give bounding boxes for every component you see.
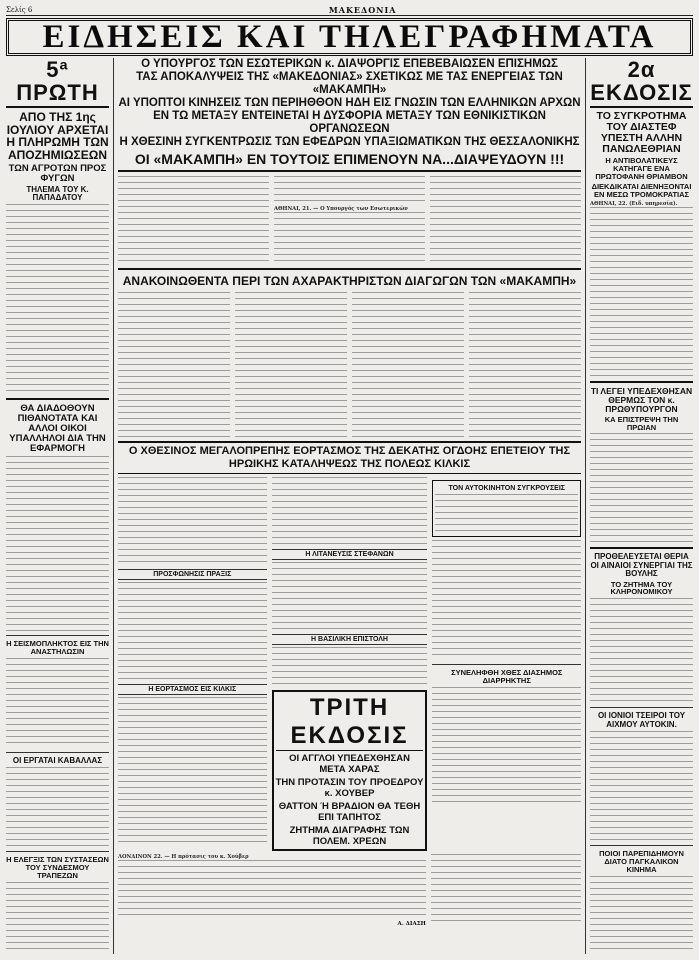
main-article-col-2 xyxy=(274,176,425,264)
third-edition-article xyxy=(118,854,581,927)
main-headline-block xyxy=(118,58,581,172)
third-edition-line-3: ΘΑΤΤΟΝ Ή ΒΡΑΔΙΟΝ ΘΑ ΤΕΘΗ ΕΠΙ ΤΑΠΗΤΟΣ xyxy=(278,801,421,823)
left-edition-label: 5ª ΠΡΩΤΗ xyxy=(6,58,109,108)
left-column xyxy=(6,58,114,954)
main-headline-line-2: ΤΑΣ ΑΠΟΚΑΛΥΨΕΙΣ ΤΗΣ «ΜΑΚΕΔΟΝΙΑΣ» ΣΧΕΤΙΚΩΣ ΜΕ ΤΑΣ ΕΝΕΡΓΕΙΑΣ ΤΩΝ «ΜΑΚΑΜΠΗ» xyxy=(136,71,563,96)
kilkis-subhead-4: Η ΒΑΣΙΛΙΚΗ ΕΠΙΣΤΟΛΗ xyxy=(272,634,428,645)
left-headline-1-sub: ΤΩΝ ΑΓΡΟΤΩΝ ΠΡΟΣ ΦΥΓΩΝ xyxy=(8,162,107,184)
third-edition-line-2: ΤΗΝ ΠΡΟΤΑΣΙΝ ΤΟΥ ΠΡΟΕΔΡΟΥ κ. ΧΟΥΒΕΡ xyxy=(275,777,424,799)
left-article-text-5 xyxy=(6,882,109,954)
third-edition-line-4: ΖΗΤΗΜΑ ΔΙΑΓΡΑΦΗΣ ΤΩΝ ΠΟΛΕΜ. ΧΡΕΩΝ xyxy=(289,825,410,847)
right-headline-4: ΟΙ ΙΟΝΙΟΙ ΤΣΕΙΡΟΙ ΤΟΥ ΑΙΧΜΟΥ ΑΥΤΟΚΙΝ. xyxy=(597,711,686,729)
right-headline-1: ΤΟ ΣΥΓΚΡΟΤΗΜΑ ΤΟΥ ΔΙΑΣΤΕΦ ΥΠΕΣΤΗ ΑΛΛΗΝ ΠΑΝΩΛΕΘΡΙΑΝ xyxy=(596,110,687,156)
left-article-text-2 xyxy=(6,456,109,631)
main-article xyxy=(118,176,581,264)
left-headline-3: ΘΑ ΔΙΑΔΟΘΟΥΝ ΠΙΘΑΝΟΤΑΤΑ ΚΑΙ ΑΛΛΟΙ ΟΙΚΟΙ ΥΠΑΛΛΗΛΟΙ ΔΙΑ ΤΗΝ ΕΦΑΡΜΟΓΗ xyxy=(9,403,106,455)
left-headline-2: ΤΗΛΕΜΑ ΤΟΥ Κ. ΠΑΠΑΔΑΤΟΥ xyxy=(26,184,89,202)
side-box-title: ΤΟΝ ΑΥΤΟΚΙΝΗΤΟΝ ΣΥΓΚΡΟΥΣΕΙΣ xyxy=(448,485,565,492)
third-edition-box xyxy=(272,690,428,851)
kilkis-subhead-2: Η ΕΟΡΤΑΣΜΟΣ ΕΙΣ ΚΙΛΚΙΣ xyxy=(118,684,267,695)
running-header xyxy=(6,4,693,16)
right-headline-1-sub: Η ΑΝΤΙΒΟΛΑΤΙΚΕΥΣ ΚΑΤΗΓΑΓΕ ΕΝΑ ΠΡΩΤΟΦΑΝΗ ΘΡΙΑΜΒΟΝ xyxy=(595,156,688,181)
left-headline-1: ΑΠΟ ΤΗΣ 1ης ΙΟΥΛΙΟΥ ΑΡΧΕΤΑΙ Η ΠΛΗΡΩΜΗ ΤΩΝ ΑΠΟΖΗΜΙΩΣΕΩΝ xyxy=(6,110,109,162)
third-edition-dateline: ΛΟΝΔΙΝΟΝ 22. — Η πρότασις του κ. Χούβερ xyxy=(118,854,249,860)
kilkis-subhead-1: ΠΡΟΣΦΩΝΗΣΙΣ ΠΡΑΞΙΣ xyxy=(118,569,267,580)
kilkis-subhead-3: Η ΛΙΤΑΝΕΥΣΙΣ ΣΤΕΦΑΝΩΝ xyxy=(272,549,428,560)
left-article-text-3 xyxy=(6,658,109,748)
right-headline-1-sub2: ΔΙΕΚΔΙΚΑΤΑΙ ΔΙΕΝΗΞΟΝΤΑΙ ΕΝ ΜΕΣΩ ΤΡΟΜΟΚΡΑΤΙΑΣ xyxy=(591,181,692,199)
right-headline-2-sub: ΚΑ ΕΠΙΣΤΡΕΨΗ ΤΗΝ ΠΡΩΙΑΝ xyxy=(604,414,679,432)
main-article-col-1 xyxy=(118,176,269,264)
left-headline-6: Η ΕΛΕΓΞΙΣ ΤΩΝ ΣΥΣΤΑΣΕΩΝ ΤΟΥ ΣΥΝΔΕΣΜΟΥ ΤΡΑΠΕΖΩΝ xyxy=(6,855,109,881)
left-article-text-4 xyxy=(6,767,109,847)
main-headline-tail: ΟΙ «ΜΑΚΑΜΠΗ» ΕΝ ΤΟΥΤΟΙΣ ΕΠΙΜΕΝΟΥΝ ΝΑ...ΔΙΑΨΕΥΔΟΥΝ !!! xyxy=(134,151,565,167)
kilkis-headline: Ο ΧΘΕΣΙΝΟΣ ΜΕΓΑΛΟΠΡΕΠΗΣ ΕΟΡΤΑΣΜΟΣ ΤΗΣ ΔΕΚΑΤΗΣ ΟΓΔΟΗΣ ΕΠΕΤΕΙΟΥ ΤΗΣ ΗΡΩΙΚΗΣ ΚΑΤΑΛΗΨΕΩΣ ΤΗΣ ΠΟΛΕΩΣ ΚΙΛΚΙΣ xyxy=(118,441,581,474)
section-banner: ΕΙΔΗΣΕΙΣ ΚΑΙ ΤΗΛΕΓΡΑΦΗΜΑΤΑ xyxy=(6,18,693,56)
left-headline-5: ΟΙ ΕΡΓΑΤΑΙ ΚΑΒΑΛΛΑΣ xyxy=(12,755,103,765)
right-dateline: ΑΘΗΝΑΙ, 22. (Ειδ. υπηρεσία). xyxy=(590,200,678,207)
main-headline-line-5: Η ΧΘΕΣΙΝΗ ΣΥΓΚΕΝΤΡΩΣΙΣ ΤΩΝ ΕΦΕΔΡΩΝ ΥΠΑΞΙΩΜΑΤΙΚΩΝ ΤΗΣ ΘΕΣΣΑΛΟΝΙΚΗΣ xyxy=(119,136,580,148)
side-box xyxy=(432,480,581,537)
page-label: Σελίς 6 xyxy=(6,5,33,14)
paper-name: ΜΑΚΕΔΟΝΙΑ xyxy=(328,4,397,15)
right-edition-label: 2α ΕΚΔΟΣΙΣ xyxy=(590,58,693,108)
main-article-dateline: ΑΘΗΝΑΙ, 21. — Ο Υπουργός των Εσωτερικών xyxy=(274,206,408,212)
right-column xyxy=(585,58,693,954)
right-headline-3-sub: ΤΟ ΖΗΤΗΜΑ ΤΟΥ ΚΛΗΡΟΝΟΜΙΚΟΥ xyxy=(610,579,673,597)
main-article-col-3 xyxy=(430,176,581,264)
left-headline-4: Η ΣΕΙΣΜΟΠΛΗΚΤΟΣ ΕΙΣ ΤΗΝ ΑΝΑΣΤΗΛΩΣΙΝ xyxy=(6,639,109,656)
left-article-text xyxy=(6,204,109,394)
makampi-headline: ΑΝΑΚΟΙΝΩΘΕΝΤΑ ΠΕΡΙ ΤΩΝ ΑΧΑΡΑΚΤΗΡΙΣΤΩΝ ΔΙΑΓΩΓΩΝ ΤΩΝ «ΜΑΚΑΜΠΗ» xyxy=(122,274,577,288)
right-headline-2: ΤΙ ΛΕΓΕΙ ΥΠΕΔΕΧΘΗΣΑΝ ΘΕΡΜΩΣ ΤΟΝ κ. ΠΡΩΘΥΠΟΥΡΓΟΝ xyxy=(590,385,693,414)
main-headline-line-3: ΑΙ ΥΠΟΠΤΟΙ ΚΙΝΗΣΕΙΣ ΤΩΝ ΠΕΡΙΗΘΘΟΝ ΗΔΗ ΕΙΣ ΓΝΩΣΙΝ ΤΩΝ ΕΛΛΗΝΙΚΩΝ ΑΡΧΩΝ xyxy=(118,97,581,109)
main-headline-line-1: Ο ΥΠΟΥΡΓΟΣ ΤΩΝ ΕΣΩΤΕΡΙΚΩΝ κ. ΔΙΑΨΟΡΓΙΣ ΕΠΕΒΕΒΑΙΩΣΕΝ ΕΠΙΣΗΜΩΣ xyxy=(141,58,558,70)
third-edition-signature: Α. ΔΙΑΣΗ xyxy=(397,921,426,928)
right-headline-5: ΠΟΙΟΙ ΠΑΡΕΠΙΔΗΜΟΥΝ ΔΙΑΤΟ ΠΑΓΚΑΛΙΚΟΝ ΚΙΝΗΜΑ xyxy=(599,849,684,874)
third-edition-line-1: ΟΙ ΑΓΓΛΟΙ ΥΠΕΔΕΧΘΗΣΑΝ ΜΕΤΑ ΧΑΡΑΣ xyxy=(289,753,410,775)
makampi-article xyxy=(118,292,581,437)
arrest-headline: ΣΥΝΕΛΗΦΘΗ ΧΘΕΣ ΔΙΑΣΗΜΟΣ ΔΙΑΡΡΗΚΤΗΣ xyxy=(451,668,563,686)
right-headline-3: ΠΡΟΘΕΛΕΥΣΕΤΑΙ ΘΕΡΙΑ ΟΙ ΑΙΝΑΙΟΙ ΣΥΝΕΡΓΙΑΙ ΤΗΣ ΒΟΥΛΗΣ xyxy=(590,552,693,579)
main-headline-line-4: ΕΝ ΤΩ ΜΕΤΑΞΥ ΕΝΤΕΙΝΕΤΑΙ Η ΔΥΣΦΟΡΙΑ ΜΕΤΑΞΥ ΤΩΝ ΕΘΝΙΚΙΣΤΙΚΩΝ ΟΡΓΑΝΩΣΕΩΝ xyxy=(153,110,546,135)
kilkis-article xyxy=(118,477,581,854)
center-column xyxy=(118,58,581,954)
third-edition-title: ΤΡΙΤΗ ΕΚΔΟΣΙΣ xyxy=(276,694,424,751)
